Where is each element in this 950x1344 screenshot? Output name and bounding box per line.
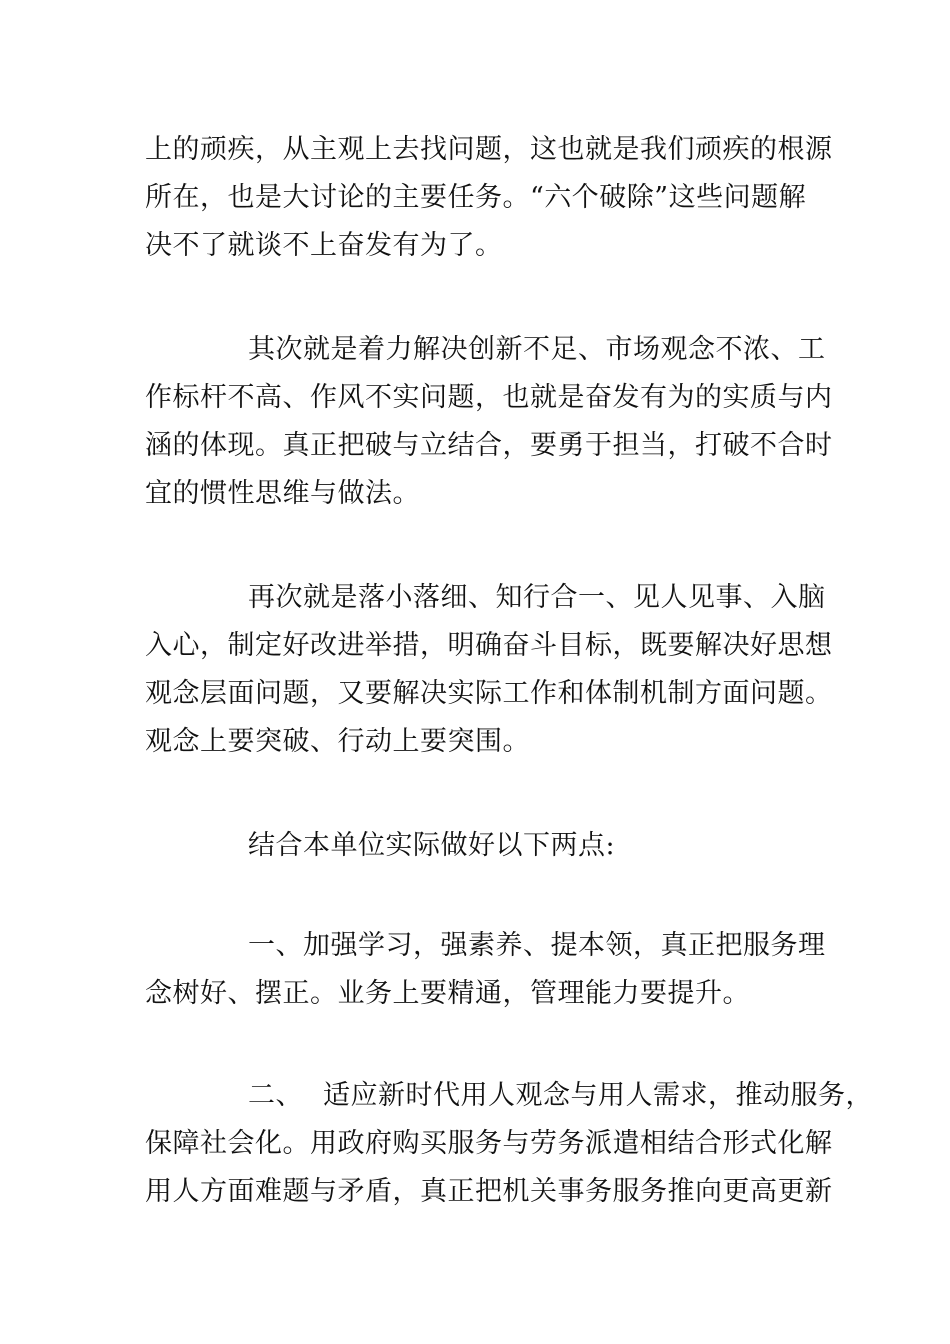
paragraph-3-line-3: 观念层面问题，又要解决实际工作和体制机制方面问题。 [145,678,833,709]
paragraph-1-line-3: 决不了就谈不上奋发有为了。 [145,230,503,261]
paragraph-3-line-4: 观念上要突破、行动上要突围。 [145,726,530,757]
paragraph-6-line-3: 用人方面难题与矛盾，真正把机关事务服务推向更高更新 [145,1176,833,1207]
paragraph-6-line-2: 保障社会化。用政府购买服务与劳务派遣相结合形式化解 [145,1128,833,1159]
paragraph-4-line-1: 结合本单位实际做好以下两点: [248,830,616,861]
paragraph-5-line-2: 念树好、摆正。业务上要精通，管理能力要提升。 [145,978,750,1009]
paragraph-2-line-3: 涵的体现。真正把破与立结合，要勇于担当，打破不合时 [145,430,833,461]
paragraph-3-line-1: 再次就是落小落细、知行合一、见人见事、入脑 [248,582,826,613]
paragraph-3-line-2: 入心，制定好改进举措，明确奋斗目标，既要解决好思想 [145,630,833,661]
list-marker: 二、 [248,1080,303,1111]
paragraph-2-line-4: 宜的惯性思维与做法。 [145,478,420,509]
paragraph-6-line-1-text: 适应新时代用人观念与用人需求，推动服务， [323,1080,873,1111]
paragraph-1-line-1: 上的顽疾，从主观上去找问题，这也就是我们顽疾的根源 [145,134,833,165]
paragraph-5-line-1: 一、加强学习，强素养、提本领，真正把服务理 [248,930,826,961]
paragraph-2-line-1: 其次就是着力解决创新不足、市场观念不浓、工 [248,334,826,365]
paragraph-6-line-1 [248,1079,938,1113]
paragraph-1-line-2: 所在，也是大讨论的主要任务。“六个破除”这些问题解 [145,182,807,213]
paragraph-2-line-2: 作标杆不高、作风不实问题，也就是奋发有为的实质与内 [145,382,833,413]
